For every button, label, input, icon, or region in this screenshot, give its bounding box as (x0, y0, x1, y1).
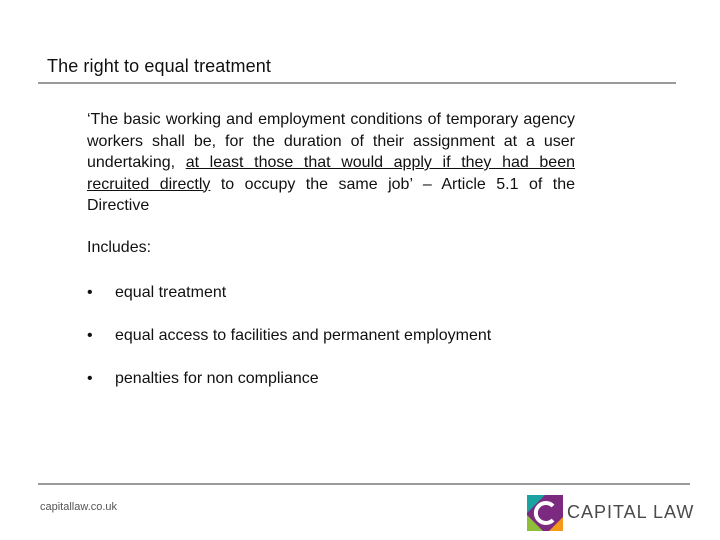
slide-title: The right to equal treatment (47, 56, 271, 76)
bullet-icon: • (87, 284, 93, 301)
list-item-text: equal access to facilities and permanent employment (115, 327, 492, 344)
article-quote (87, 109, 575, 217)
capital-law-logo (527, 493, 695, 533)
quote-text-end: to occupy the same job’ – Article 5.1 of the Directive (87, 175, 576, 214)
quote-underlined-text: at least those that would apply if they had been recruited directly (87, 154, 575, 193)
capital-law-mark-icon (527, 495, 563, 531)
logo-text: CAPITAL LAW (567, 502, 695, 522)
bullet-icon: • (87, 327, 93, 344)
footer-divider (38, 483, 690, 485)
list-item-text: penalties for non compliance (115, 370, 319, 387)
includes-label: Includes: (87, 239, 152, 256)
quote-text-start: ‘The basic working and employment conditions of temporary agency workers shall be, for the duration of their assignment at a user undertaking, (87, 111, 575, 171)
footer-url: capitallaw.co.uk (40, 501, 118, 513)
bullet-icon: • (87, 370, 93, 387)
list-item-text: equal treatment (115, 284, 227, 301)
title-divider (38, 82, 676, 84)
